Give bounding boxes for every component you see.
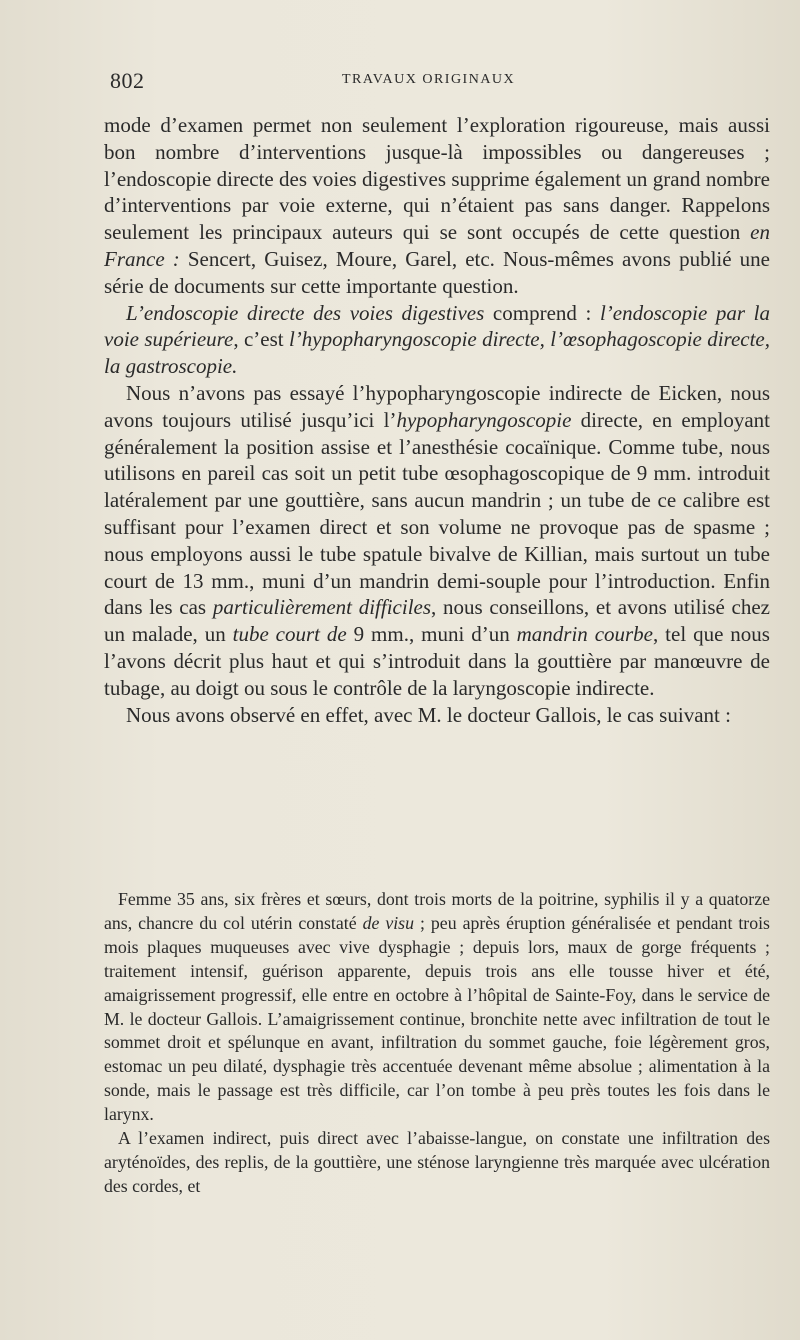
page-number: 802	[110, 68, 145, 93]
running-head: TRAVAUX ORIGINAUX	[342, 72, 516, 87]
paragraph-case-intro: Nous avons observé en effet, avec M. le docteur Gallois, le cas suivant :	[126, 702, 731, 727]
main-text	[104, 112, 770, 728]
paragraph-endoscopy-definition: L’endoscopie directe des voies digestives comprend : l’endoscopie par la voie supérieure, c’est l’hypopharyngoscopie directe, l’œsophagoscopie directe, la gastroscopie.	[104, 300, 771, 379]
case-report	[104, 888, 770, 1199]
paragraph-technique: Nous n’avons pas essayé l’hypopharyngoscopie indirecte de Eicken, nous avons toujours utilisé jusqu’ici l’hypopharyngoscopie directe, en employant généralement la position assise et l’anesthésie cocaïnique. Comme tube, nous utilisons en pareil cas soit un petit tube œsophagoscopique de 9 mm. introduit latéralement par une gouttière, sans aucun mandrin ; un tube de ce calibre est suffisant pour l’examen direct et son volume ne provoque pas de spasme ; nous employons aussi le tube spatule bivalve de Killian, mais surtout un tube court de 13 mm., muni d’un mandrin demi-souple pour l’introduction. Enfin dans les cas particulièrement difficiles, nous conseillons, et avons utilisé chez un malade, un tube court de 9 mm., muni d’un mandrin courbe, tel que nous l’avons décrit plus haut et qui s’introduit dans la gouttière par manœuvre de tubage, au doigt ou sous le contrôle de la laryngoscopie indirecte.	[104, 380, 770, 700]
paragraph-continuation: mode d’examen permet non seulement l’exploration rigoureuse, mais aussi bon nombre d’interventions jusque-là impossibles ou dangereuses ; l’endoscopie directe des voies digestives supprime également un grand nombre d’interventions par voie externe, qui n’étaient pas sans danger. Rappelons seulement les principaux auteurs qui se sont occupés de cette question en France : Sencert, Guisez, Moure, Garel, etc. Nous-mêmes avons publié une série de documents sur cette importante question.	[104, 113, 770, 298]
case-history: Femme 35 ans, six frères et sœurs, dont trois morts de la poitrine, syphilis il y a quatorze ans, chancre du col utérin constaté de visu ; peu après éruption généralisée et pendant trois mois plaques muqueuses avec vive dysphagie ; depuis lors, maux de gorge fréquents ; traitement intensif, guérison apparente, depuis trois ans elle tousse hiver et été, amaigrissement progressif, elle entre en octobre à l’hôpital de Sainte-Foy, dans le service de M. le docteur Gallois. L’amaigrissement continue, bronchite nette avec infiltration de tout le sommet droit et spélunque en avant, infiltration du sommet gauche, foie légèrement gros, estomac un peu dilaté, dysphagie très accentuée devenant même absolue ; alimentation à la sonde, mais le passage est très difficile, car l’on tombe à peu près toutes les fois dans le larynx.	[104, 889, 770, 1125]
case-examination: A l’examen indirect, puis direct avec l’abaisse-langue, on constate une infiltration des aryténoïdes, des replis, de la gouttière, une sténose laryngienne très marquée avec ulcération des cordes, et	[104, 1128, 770, 1196]
